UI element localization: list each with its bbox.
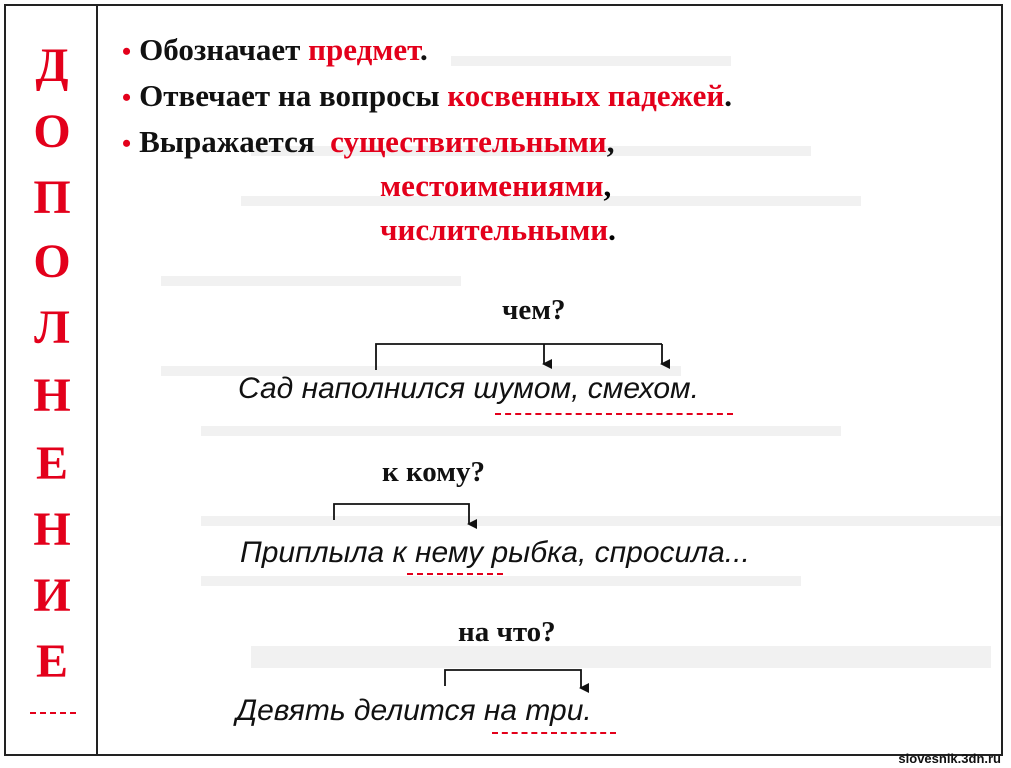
example-3-sentence: Девять делится на три.	[236, 694, 592, 727]
title-letter: Н	[33, 503, 71, 556]
title-letter: Е	[35, 437, 68, 490]
example-1-question: чем?	[502, 294, 566, 326]
title-letter: Л	[34, 301, 70, 354]
title-letter: О	[33, 235, 71, 288]
title-letter: П	[33, 171, 71, 224]
example-1-sentence: Сад наполнился шумом, смехом.	[238, 372, 699, 405]
title-letter: Д	[35, 39, 69, 92]
title-letter: О	[33, 105, 71, 158]
arrow-3-bracket	[445, 670, 581, 688]
site-watermark: slovesnik.3dn.ru	[898, 751, 1001, 766]
example-3-question: на что?	[458, 616, 556, 648]
arrow-2-bracket	[334, 504, 469, 524]
bullet-icon: •	[122, 83, 132, 112]
title-letter: Е	[35, 635, 68, 688]
definition-line-4: местоимениями,	[380, 168, 612, 203]
title-letter: И	[33, 569, 71, 622]
definition-line-3: • Выражается существительными,	[122, 124, 615, 159]
bullet-icon: •	[122, 37, 132, 66]
title-letter: Н	[33, 369, 71, 422]
definition-line-2: • Отвечает на вопросы косвенных падежей.	[122, 78, 732, 113]
definition-line-5: числительными.	[380, 212, 616, 247]
slide-frame	[4, 4, 1003, 756]
arrow-1-bracket	[376, 344, 662, 370]
example-2-question: к кому?	[382, 456, 485, 488]
definition-line-1: • Обозначает предмет.	[122, 32, 428, 67]
example-2-sentence: Приплыла к нему рыбка, спросила...	[240, 536, 750, 569]
bullet-icon: •	[122, 129, 132, 158]
question-arrows	[6, 6, 1005, 758]
